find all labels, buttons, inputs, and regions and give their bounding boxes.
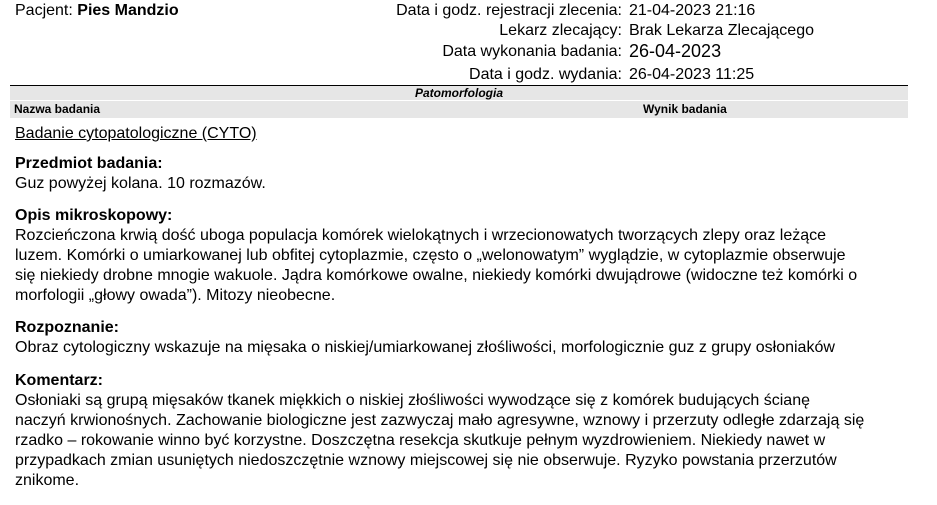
doctor-value: Brak Lekarza Zlecającego bbox=[629, 22, 814, 39]
issue-date-value: 26-04-2023 11:25 bbox=[629, 66, 755, 83]
comment-title: Komentarz: bbox=[15, 372, 104, 389]
column-header-row bbox=[10, 101, 908, 118]
subject-section bbox=[15, 154, 910, 194]
microscopic-line: Rozcieńczona krwią dość uboga populacja komórek wielokątnych i wrzecionowatych tworzących zlepy oraz leżące bbox=[15, 227, 827, 244]
microscopic-title: Opis mikroskopowy: bbox=[15, 207, 173, 224]
issue-date-label: Data i godz. wydania: bbox=[469, 66, 622, 83]
comment-line: znikome. bbox=[15, 472, 80, 489]
section-title: Patomorfologia bbox=[10, 86, 908, 100]
diagnosis-title: Rozpoznanie: bbox=[15, 319, 119, 336]
microscopic-line: się niekiedy drobne mnogie wakuole. Jądra komórkowe owalne, niekiedy komórki dwujądrowe (widoczne też komórki o bbox=[15, 267, 858, 284]
comment-line: rzadko – rokowanie winno być korzystne. Doszczętna resekcja skutkuje pełnym wyzdrowieniem. Niekiedy nawet w bbox=[15, 432, 826, 449]
comment-section bbox=[15, 371, 910, 491]
exam-date-value: 26-04-2023 bbox=[629, 41, 722, 61]
doctor-label: Lekarz zlecający: bbox=[499, 22, 622, 39]
comment-line: przypadkach zmian usuniętych niedoszczętnie wznowy miejscowej się nie obserwuje. Ryzyko powstania przerzutów bbox=[15, 452, 837, 469]
exam-date-label: Data wykonania badania: bbox=[442, 43, 622, 60]
comment-line: naczyń krwionośnych. Zachowanie biologiczne jest zazwyczaj mało agresywne, wznowy i przerzuty odległe zdarzają się bbox=[15, 412, 865, 429]
microscopic-section bbox=[15, 206, 910, 306]
subject-text: Guz powyżej kolana. 10 rozmazów. bbox=[15, 175, 266, 192]
subject-title: Przedmiot badania: bbox=[15, 155, 163, 172]
patient-info bbox=[15, 0, 179, 22]
column-header-result: Wynik badania bbox=[643, 102, 727, 116]
patient-label: Pacjent: bbox=[15, 2, 73, 19]
diagnosis-section bbox=[15, 318, 910, 358]
comment-line: Osłoniaki są grupą mięsaków tkanek miękkich o niskiej złośliwości wywodzące się z komórek budujących ścianę bbox=[15, 392, 810, 409]
patient-name: Pies Mandzio bbox=[77, 2, 179, 19]
column-header-name: Nazwa badania bbox=[14, 102, 101, 116]
test-name-link[interactable]: Badanie cytopatologiczne (CYTO) bbox=[15, 125, 257, 142]
microscopic-line: morfologii „głowy owada”). Mitozy nieobecne. bbox=[15, 287, 336, 304]
registration-label: Data i godz. rejestracji zlecenia: bbox=[396, 2, 622, 19]
registration-value: 21-04-2023 21:16 bbox=[629, 2, 756, 19]
microscopic-line: luzem. Komórki o umiarkowanej lub obfitej cytoplazmie, często o „welonowatym” wyglądzie, w cytoplazmie obserwuje bbox=[15, 247, 846, 264]
diagnosis-text: Obraz cytologiczny wskazuje na mięsaka o niskiej/umiarkowanej złośliwości, morfologicznie guz z grupy osłoniaków bbox=[15, 339, 835, 356]
